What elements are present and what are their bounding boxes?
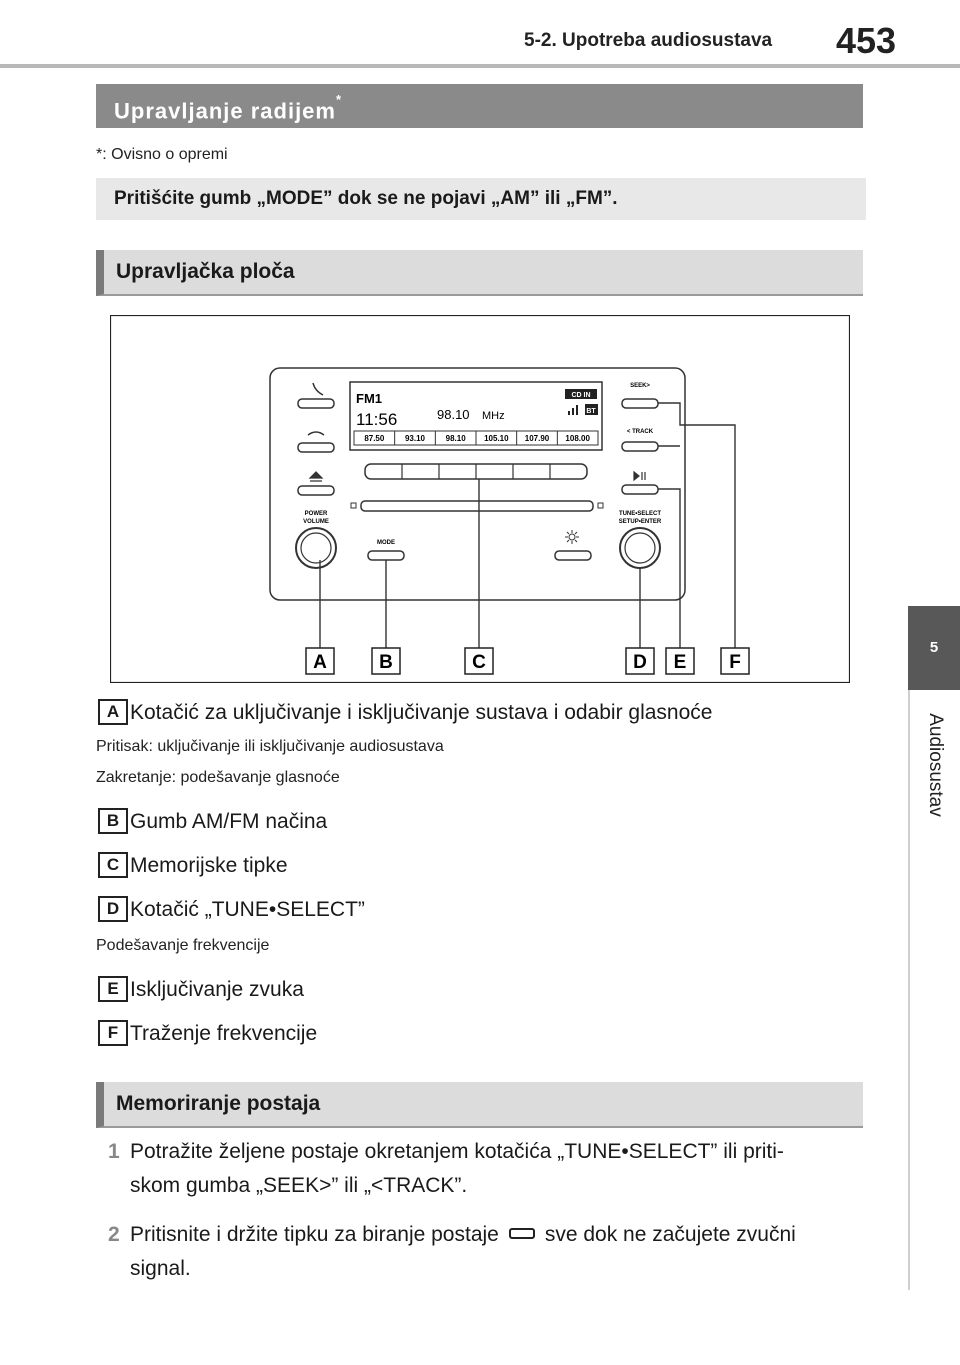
volume-label: VOLUME <box>303 519 329 525</box>
display-clock: 11:56 <box>356 410 398 429</box>
preset-label-3: 98.10 <box>445 434 466 443</box>
mode-label: MODE <box>377 540 395 546</box>
item-text-b: Gumb AM/FM načina <box>130 810 328 833</box>
step-2-line1a: Pritisnite i držite tipku za biranje postaje <box>130 1223 499 1246</box>
tune-select-label: TUNE•SELECT <box>618 511 662 517</box>
chapter-tab: 5 <box>908 606 960 690</box>
preset-label-4: 105.10 <box>484 434 509 443</box>
item-label-e: E <box>98 976 128 1002</box>
control-panel-diagram <box>110 315 850 683</box>
step-2-text <box>130 1218 860 1286</box>
step-1-line2: skom gumba „SEEK>” ili „<TRACK”. <box>130 1174 468 1197</box>
step-2-number: 2 <box>108 1223 120 1246</box>
seek-button <box>622 399 658 408</box>
preset-strip <box>354 431 598 445</box>
power-label: POWER <box>304 511 328 517</box>
bt-text: BT <box>586 408 596 415</box>
instruction-box: Pritišćite gumb „MODE” dok se ne pojavi „AM” ili „FM”. <box>96 178 866 220</box>
cd-slot <box>361 501 593 511</box>
item-label-b: B <box>98 808 128 834</box>
item-sub-a-press: Pritisak: uključivanje ili isključivanje audiosustava <box>96 738 444 755</box>
preset-button-icon <box>509 1228 535 1239</box>
step-2-line1b: sve dok ne začujete zvučni <box>544 1223 796 1246</box>
step-1-number: 1 <box>108 1140 120 1163</box>
callout-d: D <box>633 652 647 673</box>
hangup-button <box>298 443 334 452</box>
preset-label-6: 108.00 <box>565 434 590 443</box>
page-number: 453 <box>836 20 897 61</box>
item-label-a: A <box>98 699 128 725</box>
title-bar <box>96 84 863 128</box>
item-label-f: F <box>98 1020 128 1046</box>
section-memorize: Memoriranje postaja <box>96 1082 863 1128</box>
item-sub-a-turn: Zakretanje: podešavanje glasnoće <box>96 769 340 786</box>
eject-button <box>298 486 334 495</box>
item-text-e: Isključivanje zvuka <box>130 978 304 1001</box>
step-2-line2: signal. <box>130 1257 191 1280</box>
item-sub-d: Podešavanje frekvencije <box>96 937 270 954</box>
preset-label-2: 93.10 <box>404 434 426 443</box>
preset-label-1: 87.50 <box>364 434 385 443</box>
brightness-button <box>555 551 591 560</box>
mute-button <box>622 485 658 494</box>
item-text-d: Kotačić „TUNE•SELECT” <box>130 898 365 921</box>
step-1-text <box>130 1135 860 1203</box>
item-label-d: D <box>98 896 128 922</box>
callout-a: A <box>313 652 327 673</box>
setup-enter-label: SETUP•ENTER <box>618 519 662 525</box>
display-band: FM1 <box>356 391 382 406</box>
callout-c: C <box>472 652 486 673</box>
cd-in-text: CD IN <box>571 392 591 399</box>
display-unit: MHz <box>482 410 505 422</box>
track-button <box>622 442 658 451</box>
callout-e: E <box>673 652 687 673</box>
header-divider <box>0 64 960 68</box>
seek-label: SEEK> <box>630 383 650 389</box>
section-title: 5-2. Upotreba audiosustava <box>524 30 773 51</box>
step-1-line1: Potražite željene postaje okretanjem kotačića „TUNE•SELECT” ili priti- <box>130 1140 784 1163</box>
title-text: Upravljanje radijem <box>114 98 336 124</box>
callout-b: B <box>379 652 393 673</box>
item-text-c: Memorijske tipke <box>130 854 288 877</box>
chapter-name: Audiosustav <box>925 713 946 817</box>
phone-button <box>298 399 334 408</box>
item-text-a: Kotačić za uključivanje i isključivanje sustava i odabir glasnoće <box>130 701 713 724</box>
track-label: < TRACK <box>626 429 654 435</box>
callout-f: F <box>729 652 741 673</box>
footnote: *: Ovisno o opremi <box>96 146 228 163</box>
mode-button <box>368 551 404 560</box>
preset-label-5: 107.90 <box>524 434 550 443</box>
section-control-panel: Upravljačka ploča <box>96 250 863 296</box>
item-label-c: C <box>98 852 128 878</box>
display-frequency: 98.10 <box>437 407 470 422</box>
item-text-f: Traženje frekvencije <box>130 1022 318 1045</box>
title-asterisk: * <box>335 92 343 107</box>
chapter-label <box>905 700 960 830</box>
